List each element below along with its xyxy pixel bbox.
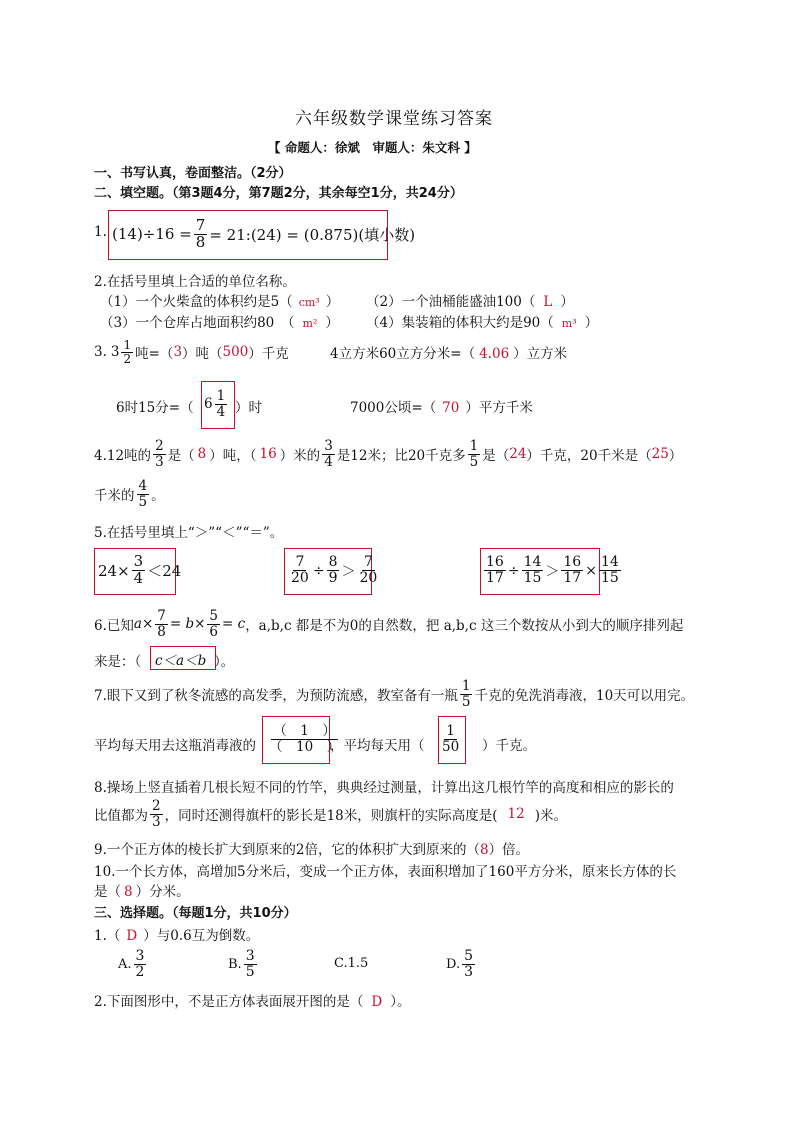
q6-line-2-end: ）。 (214, 654, 235, 670)
q3-line-4: 7000公顷=（ 70 ）平方千米 (350, 400, 533, 416)
q7-answer-2: $\frac{1}{50}$ (442, 723, 460, 755)
q3-answer-3: 4.06 (479, 346, 510, 362)
c1-option-d: D. $\frac{5}{3}$ (446, 947, 474, 980)
page-title: 六年级数学课堂练习答案 (295, 109, 493, 129)
q2-answer-1: cm³ (298, 296, 320, 309)
q5-expr-1: 24× $\frac{3}{4}$ ＜24 (98, 552, 182, 587)
q5-stem: 5.在括号里填上“＞”“＜”“＝”。 (94, 525, 284, 541)
q8-line-1: 8.操场上竖直插着几根长短不同的竹竿，典典经过测量，计算出这几根竹竿的高度和相应的影长的 (94, 780, 674, 796)
q3-line-2: 4立方米60立方分米=（ 4.06 ）立方米 (330, 346, 568, 362)
q9-answer: 8 (479, 842, 489, 858)
q4-line-2: 千米的 $\frac{4}{5}$ 。 (94, 478, 165, 510)
q3-line-3: 6时15分=（ (116, 400, 194, 416)
section-3-heading: 三、选择题。（每题1分，共10分） (94, 906, 297, 921)
q1-expression (112, 212, 415, 256)
q1-frac-den: 8 (195, 232, 206, 251)
q2-item-2: （2）一个油桶能盛油100（ L ） (366, 294, 574, 310)
q10-line-1: 10.一个长方体，高增加5分米后，变成一个正方体，表面积增加了160平方分米，原来长方体的长 (94, 864, 677, 880)
c1-option-c: C.1.5 (334, 956, 369, 971)
q3-answer-1: 3 (173, 344, 183, 360)
q7-answer-1: $\frac{( 1 )}{( 10 )}$ (269, 723, 341, 755)
q6-line-1: 6.已知 a× $\frac{7}{8}$ = b× $\frac{5}{6}$ = c ，a,b,c 都是不为0的自然数，把 a,b,c 这三个数按从小到大的顺序排列起 (94, 608, 684, 640)
section-1-heading: 一、书写认真，卷面整洁。（2分） (94, 166, 292, 181)
q7-line-2-mid: ，平均每天用（ (330, 738, 425, 754)
q2-answer-2: L (543, 294, 553, 310)
q3-answer-2: 500 (222, 344, 249, 360)
q5-expr-2: $\frac{7}{20}$ ÷ $\frac{8}{9}$ ＞ $\frac{7}{20}$ (291, 554, 378, 586)
q7-line-2-end: ）千克。 (482, 738, 536, 754)
q6-line-2: 来是：（ (94, 654, 142, 670)
q2-answer-4: m³ (561, 317, 577, 330)
q1-expr-left: (14)÷16 = (112, 225, 192, 243)
q2-item-1: （1）一个火柴盒的体积约是5（ cm³ ） (100, 294, 340, 310)
c1-stem: 1.（ D ）与0.6互为倒数。 (94, 928, 260, 944)
q4-line-1: 4.12吨的 $\frac{2}{3}$ 是（ 8 ）吨，（ 16 ）米的 $\frac{3}{4}$ 是12米；比20千克多 $\frac{1}{5}$ 是（ 24 ）千克，20千米是（ 25 ） (94, 438, 683, 470)
q3-answer-5: 70 (442, 400, 460, 416)
c2-answer: D (371, 994, 383, 1010)
section-2-heading: 二、填空题。（第3题4分，第7题2分，其余每空1分，共24分） (94, 186, 463, 201)
authors-line: 【 命题人：徐斌 审题人：朱文科 】 (268, 140, 477, 155)
q2-item-4: （4）集装箱的体积大约是90（ m³ ） (366, 315, 599, 331)
c1-option-b: B. $\frac{3}{5}$ (228, 947, 255, 980)
q3-line-3-end: ）时 (235, 400, 262, 416)
q1-frac-num: 7 (195, 215, 206, 234)
q3-line-1: 3. 3 $\frac{1}{2}$ 吨=（ 3 ）吨（ 500 ）千克 (94, 337, 289, 366)
q3-mixed-number: 6 $\frac{1}{4}$ (204, 388, 226, 420)
q5-expr-3: $\frac{16}{17}$ ÷ $\frac{14}{15}$ ＞ $\frac{16}{17}$ × $\frac{14}{15}$ (486, 554, 619, 586)
c2-stem: 2.下面图形中，不是正方体表面展开图的是（ D ）。 (94, 994, 411, 1010)
q2-item-3: （3）一个仓库占地面积约80 （ m² ） (100, 315, 339, 331)
q8-line-2: 比值都为 $\frac{2}{3}$ ，同时还测得旗杆的影长是18米，则旗杆的实际高度是( 12 )米。 (94, 798, 568, 830)
q1-expr-right: = 21:(24) = (0.875)(填小数) (209, 225, 416, 244)
q1-number: 1. (94, 224, 107, 240)
q8-answer: 12 (507, 806, 525, 822)
q10-answer: 8 (124, 884, 133, 900)
q6-answer: c＜a＜b (155, 653, 207, 669)
q7-line-2: 平均每天用去这瓶消毒液的 (94, 738, 256, 754)
q7-line-1: 7.眼下又到了秋冬流感的高发季，为预防流感，教室备有一瓶 $\frac{1}{5}$ 千克的免洗消毒液，10天可以用完。 (94, 678, 695, 710)
q9-line: 9.一个正方体的棱长扩大到原来的2倍，它的体积扩大到原来的（8）倍。 (94, 842, 530, 858)
q10-line-2: 是（ 8 ）分米。 (94, 884, 190, 900)
q2-stem: 2.在括号里填上合适的单位名称。 (94, 274, 296, 290)
q2-answer-3: m² (302, 317, 318, 330)
c1-option-a: A. $\frac{3}{2}$ (118, 947, 145, 980)
c1-answer: D (126, 928, 138, 944)
